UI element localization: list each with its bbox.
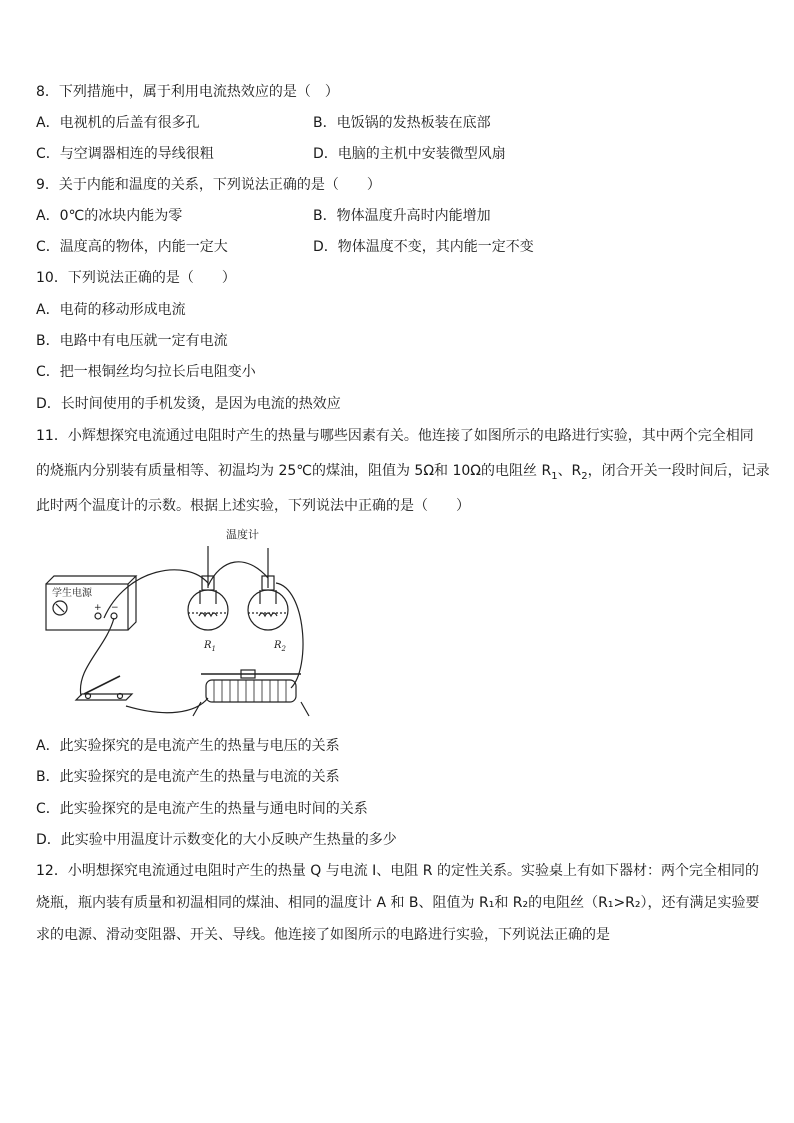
q9-option-b: B．物体温度升高时内能增加 xyxy=(313,208,491,224)
q12-stem-line1: 12．小明想探究电流通过电阻时产生的热量 Q 与电流 I、电阻 R 的定性关系。实验桌上有如下器材：两个完全相同的 xyxy=(36,863,759,879)
r1-label: $R_1$ xyxy=(204,640,216,653)
q10-option-a: A．电荷的移动形成电流 xyxy=(36,302,186,318)
q10-stem: 10．下列说法正确的是（ ） xyxy=(36,270,236,286)
plus-terminal-label: + xyxy=(94,603,102,613)
q11-option-b: B．此实验探究的是电流产生的热量与电流的关系 xyxy=(36,769,340,785)
q11-option-a: A．此实验探究的是电流产生的热量与电压的关系 xyxy=(36,738,340,754)
q12-stem-line3: 求的电源、滑动变阻器、开关、导线。他连接了如图所示的电路进行实验，下列说法正确的是 xyxy=(36,927,610,943)
q9-option-d: D．物体温度不变，其内能一定不变 xyxy=(313,239,534,255)
q11-option-c: C．此实验探究的是电流产生的热量与通电时间的关系 xyxy=(36,801,368,817)
q11-option-d: D．此实验中用温度计示数变化的大小反映产生热量的多少 xyxy=(36,832,397,848)
q8-stem: 8．下列措施中，属于利用电流热效应的是（ ） xyxy=(36,84,339,100)
q11-stem-line3: 此时两个温度计的示数。根据上述实验，下列说法中正确的是（ ） xyxy=(36,498,470,514)
power-supply-label: 学生电源 xyxy=(52,588,92,599)
circuit-figure xyxy=(36,528,336,724)
thermometer-label: 温度计 xyxy=(226,528,259,541)
q9-option-c: C．温度高的物体，内能一定大 xyxy=(36,239,228,255)
q8-option-a: A．电视机的后盖有很多孔 xyxy=(36,115,200,131)
q8-option-d: D．电脑的主机中安装微型风扇 xyxy=(313,146,506,162)
q9-stem: 9．关于内能和温度的关系，下列说法正确的是（ ） xyxy=(36,177,381,193)
r2-label: $R_2$ xyxy=(274,640,286,653)
q8-option-b: B．电饭锅的发热板装在底部 xyxy=(313,115,491,131)
q9-option-a: A．0℃的冰块内能为零 xyxy=(36,208,183,224)
q10-option-b: B．电路中有电压就一定有电流 xyxy=(36,333,228,349)
q11-stem-line1: 11．小辉想探究电流通过电阻时产生的热量与哪些因素有关。他连接了如图所示的电路进行实验，其中两个完全相同 xyxy=(36,428,754,444)
q12-stem-line2: 烧瓶，瓶内装有质量和初温相同的煤油、相同的温度计 A 和 B、阻值为 R₁和 R₂的电阻丝（R₁>R₂），还有满足实验要 xyxy=(36,895,760,911)
q11-stem-line2: 的烧瓶内分别装有质量相等、初温均为 25℃的煤油，阻值为 5Ω和 10Ω的电阻丝 $R_1$、$R_2$，闭合开关一段时间后，记录 xyxy=(36,463,770,482)
q10-option-c: C．把一根铜丝均匀拉长后电阻变小 xyxy=(36,364,256,380)
q8-option-c: C．与空调器相连的导线很粗 xyxy=(36,146,214,162)
minus-terminal-label: − xyxy=(111,603,119,613)
q10-option-d: D．长时间使用的手机发烫，是因为电流的热效应 xyxy=(36,396,341,412)
